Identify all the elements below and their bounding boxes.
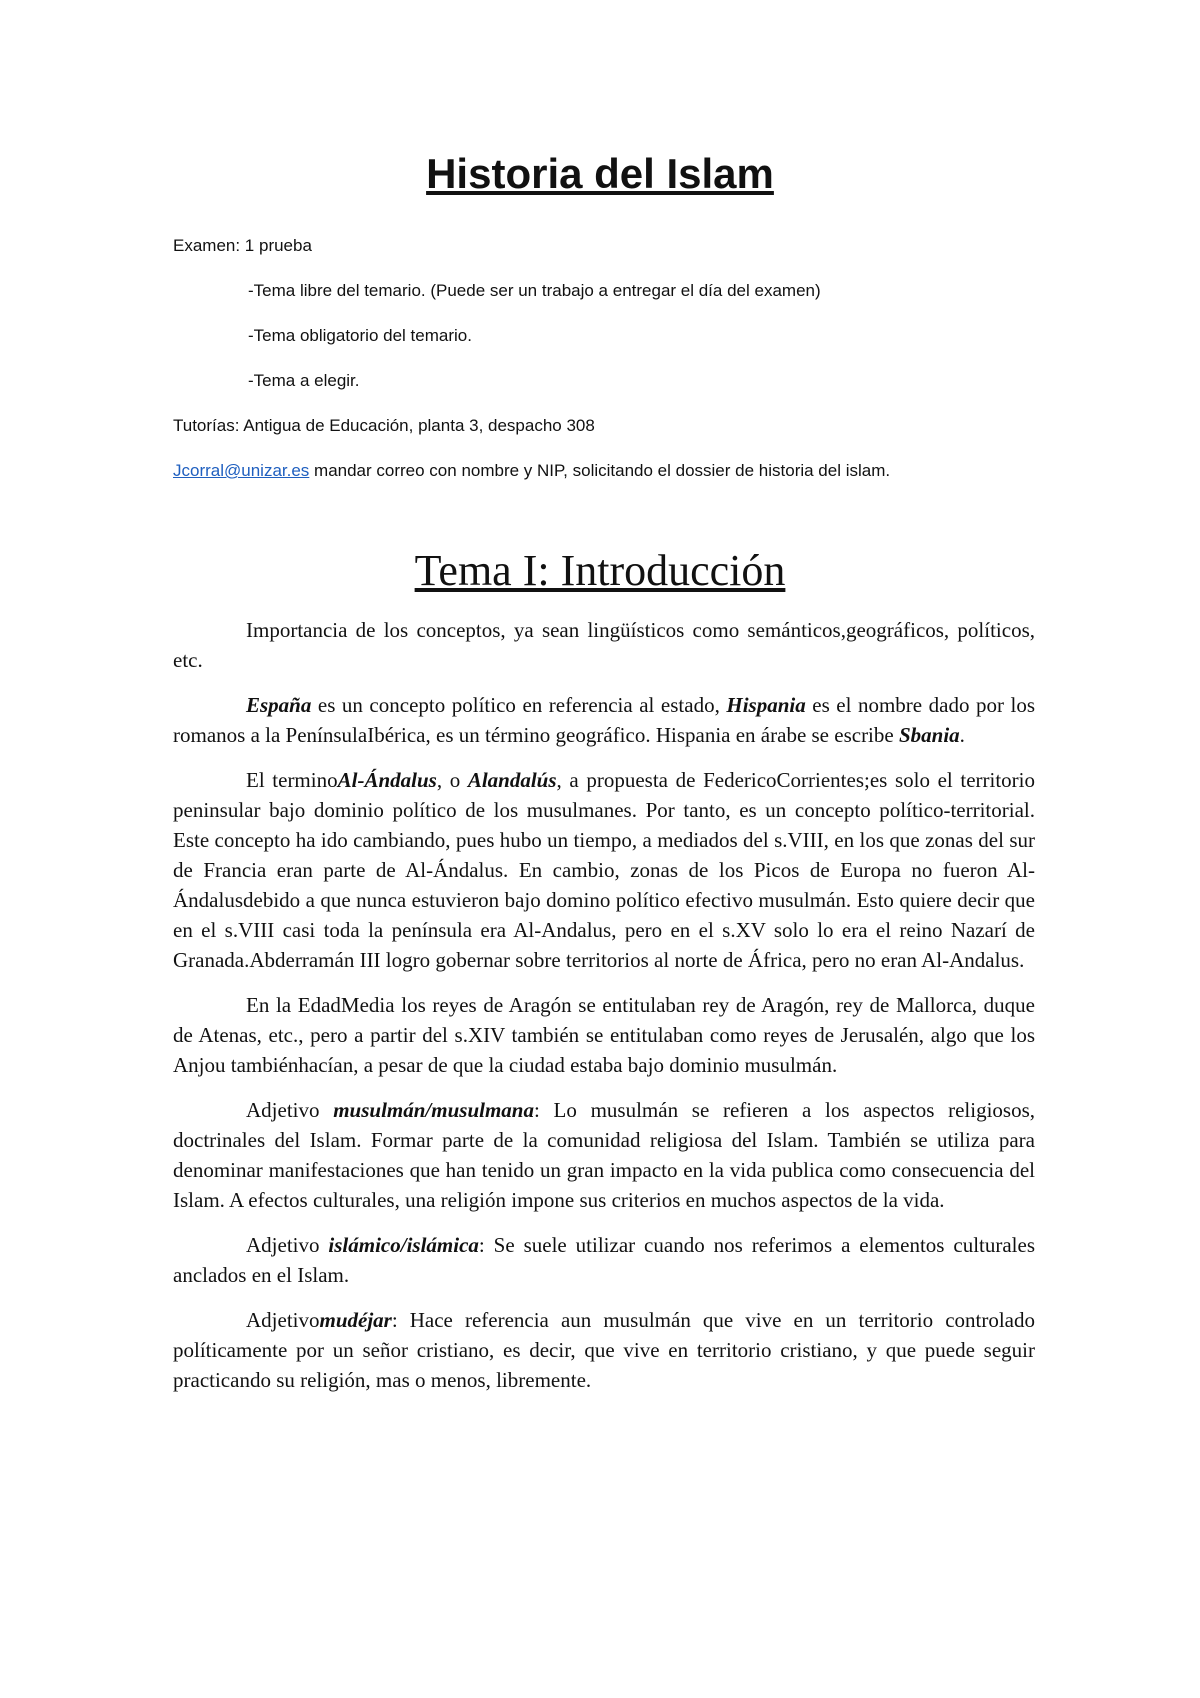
term-hispania: Hispania: [726, 693, 806, 717]
term-islamico: islámico/islámica: [328, 1233, 479, 1257]
term-al-andalus: Al-Ándalus: [337, 768, 437, 792]
term-musulman: musulmán/musulmana: [333, 1098, 534, 1122]
paragraph-3: [173, 765, 1035, 975]
paragraph-2: [173, 690, 1035, 750]
document-title: Historia del Islam: [426, 150, 774, 197]
paragraph-text: es un concepto político en referencia al estado,: [311, 693, 727, 717]
tutorias-info: Tutorías: Antigua de Educación, planta 3, despacho 308: [173, 416, 595, 435]
paragraph-text: Adjetivo: [246, 1233, 329, 1257]
contact-line: [173, 461, 890, 481]
paragraph-text: .: [959, 723, 965, 747]
paragraph-6: [173, 1230, 1035, 1290]
paragraph-text: Adjetivo: [246, 1308, 320, 1332]
paragraph-text: El termino: [246, 768, 338, 792]
paragraph-text: Adjetivo: [246, 1098, 334, 1122]
exam-item-2: -Tema obligatorio del temario.: [248, 326, 472, 345]
section-title: Tema I: Introducción: [414, 546, 786, 595]
contact-text: mandar correo con nombre y NIP, solicitando el dossier de historia del islam.: [309, 461, 891, 480]
term-alandalus: Alandalús: [467, 768, 557, 792]
paragraph-text: es el nombre dado por los romanos a la PenínsulaIbérica, es un término geográfico. Hispania en árabe se escribe: [173, 693, 1035, 747]
paragraph-text: : Hace referencia aun musulmán que vive en un territorio controlado políticamente por un señor cristiano, es decir, que vive en territorio cristiano, y que puede seguir practicando su religión, mas o menos, libremente.: [173, 1308, 1035, 1392]
paragraph-text: , o: [436, 768, 468, 792]
paragraph-5: [173, 1095, 1035, 1215]
paragraph-text: En la EdadMedia los reyes de Aragón se entitulaban rey de Aragón, rey de Mallorca, duque de Atenas, etc., pero a partir del s.XIV también se entitulaban como reyes de Jerusalén, algo que los Anjou tambiénhacían, a pesar de que la ciudad estaba bajo dominio musulmán.: [173, 993, 1035, 1077]
paragraph-7: [173, 1305, 1035, 1395]
exam-heading: Examen: 1 prueba: [173, 236, 312, 255]
paragraph-text: Importancia de los conceptos, ya sean lingüísticos como semánticos,geográficos, políticos, etc.: [173, 618, 1035, 672]
term-espana: España: [246, 693, 312, 717]
term-mudejar: mudéjar: [319, 1308, 392, 1332]
exam-item-3: -Tema a elegir.: [248, 371, 360, 390]
paragraph-1: [173, 615, 1035, 675]
paragraph-text: : Se suele utilizar cuando nos referimos a elementos culturales anclados en el Islam.: [173, 1233, 1035, 1287]
section-body: [173, 615, 1035, 1410]
paragraph-4: [173, 990, 1035, 1080]
exam-item-1: -Tema libre del temario. (Puede ser un trabajo a entregar el día del examen): [248, 281, 821, 300]
paragraph-text: , a propuesta de FedericoCorrientes;es solo el territorio peninsular bajo dominio político de los musulmanes. Por tanto, es un concepto político-territorial. Este concepto ha ido cambiando, pues hubo un tiempo, a mediados del s.VIII, en los que zonas del sur de Francia eran parte de Al-Ándalus. En cambio, zonas de los Picos de Europa no fueron Al-Ándalusdebido a que nunca estuvieron bajo domino político efectivo musulmán. Esto quiere decir que en el s.VIII casi toda la península era Al-Andalus, pero en el s.XV solo lo era el reino Nazarí de Granada.Abderramán III logro gobernar sobre territorios al norte de África, pero no eran Al-Andalus.: [173, 768, 1036, 972]
paragraph-text: : Lo musulmán se refieren a los aspectos religiosos, doctrinales del Islam. Formar parte de la comunidad religiosa del Islam. También se utiliza para denominar manifestaciones que han tenido un gran impacto en la vida publica como consecuencia del Islam. A efectos culturales, una religión impone sus criterios en muchos aspectos de la vida.: [173, 1098, 1036, 1212]
term-sbania: Sbania: [898, 723, 960, 747]
email-link[interactable]: Jcorral@unizar.es: [173, 461, 310, 480]
